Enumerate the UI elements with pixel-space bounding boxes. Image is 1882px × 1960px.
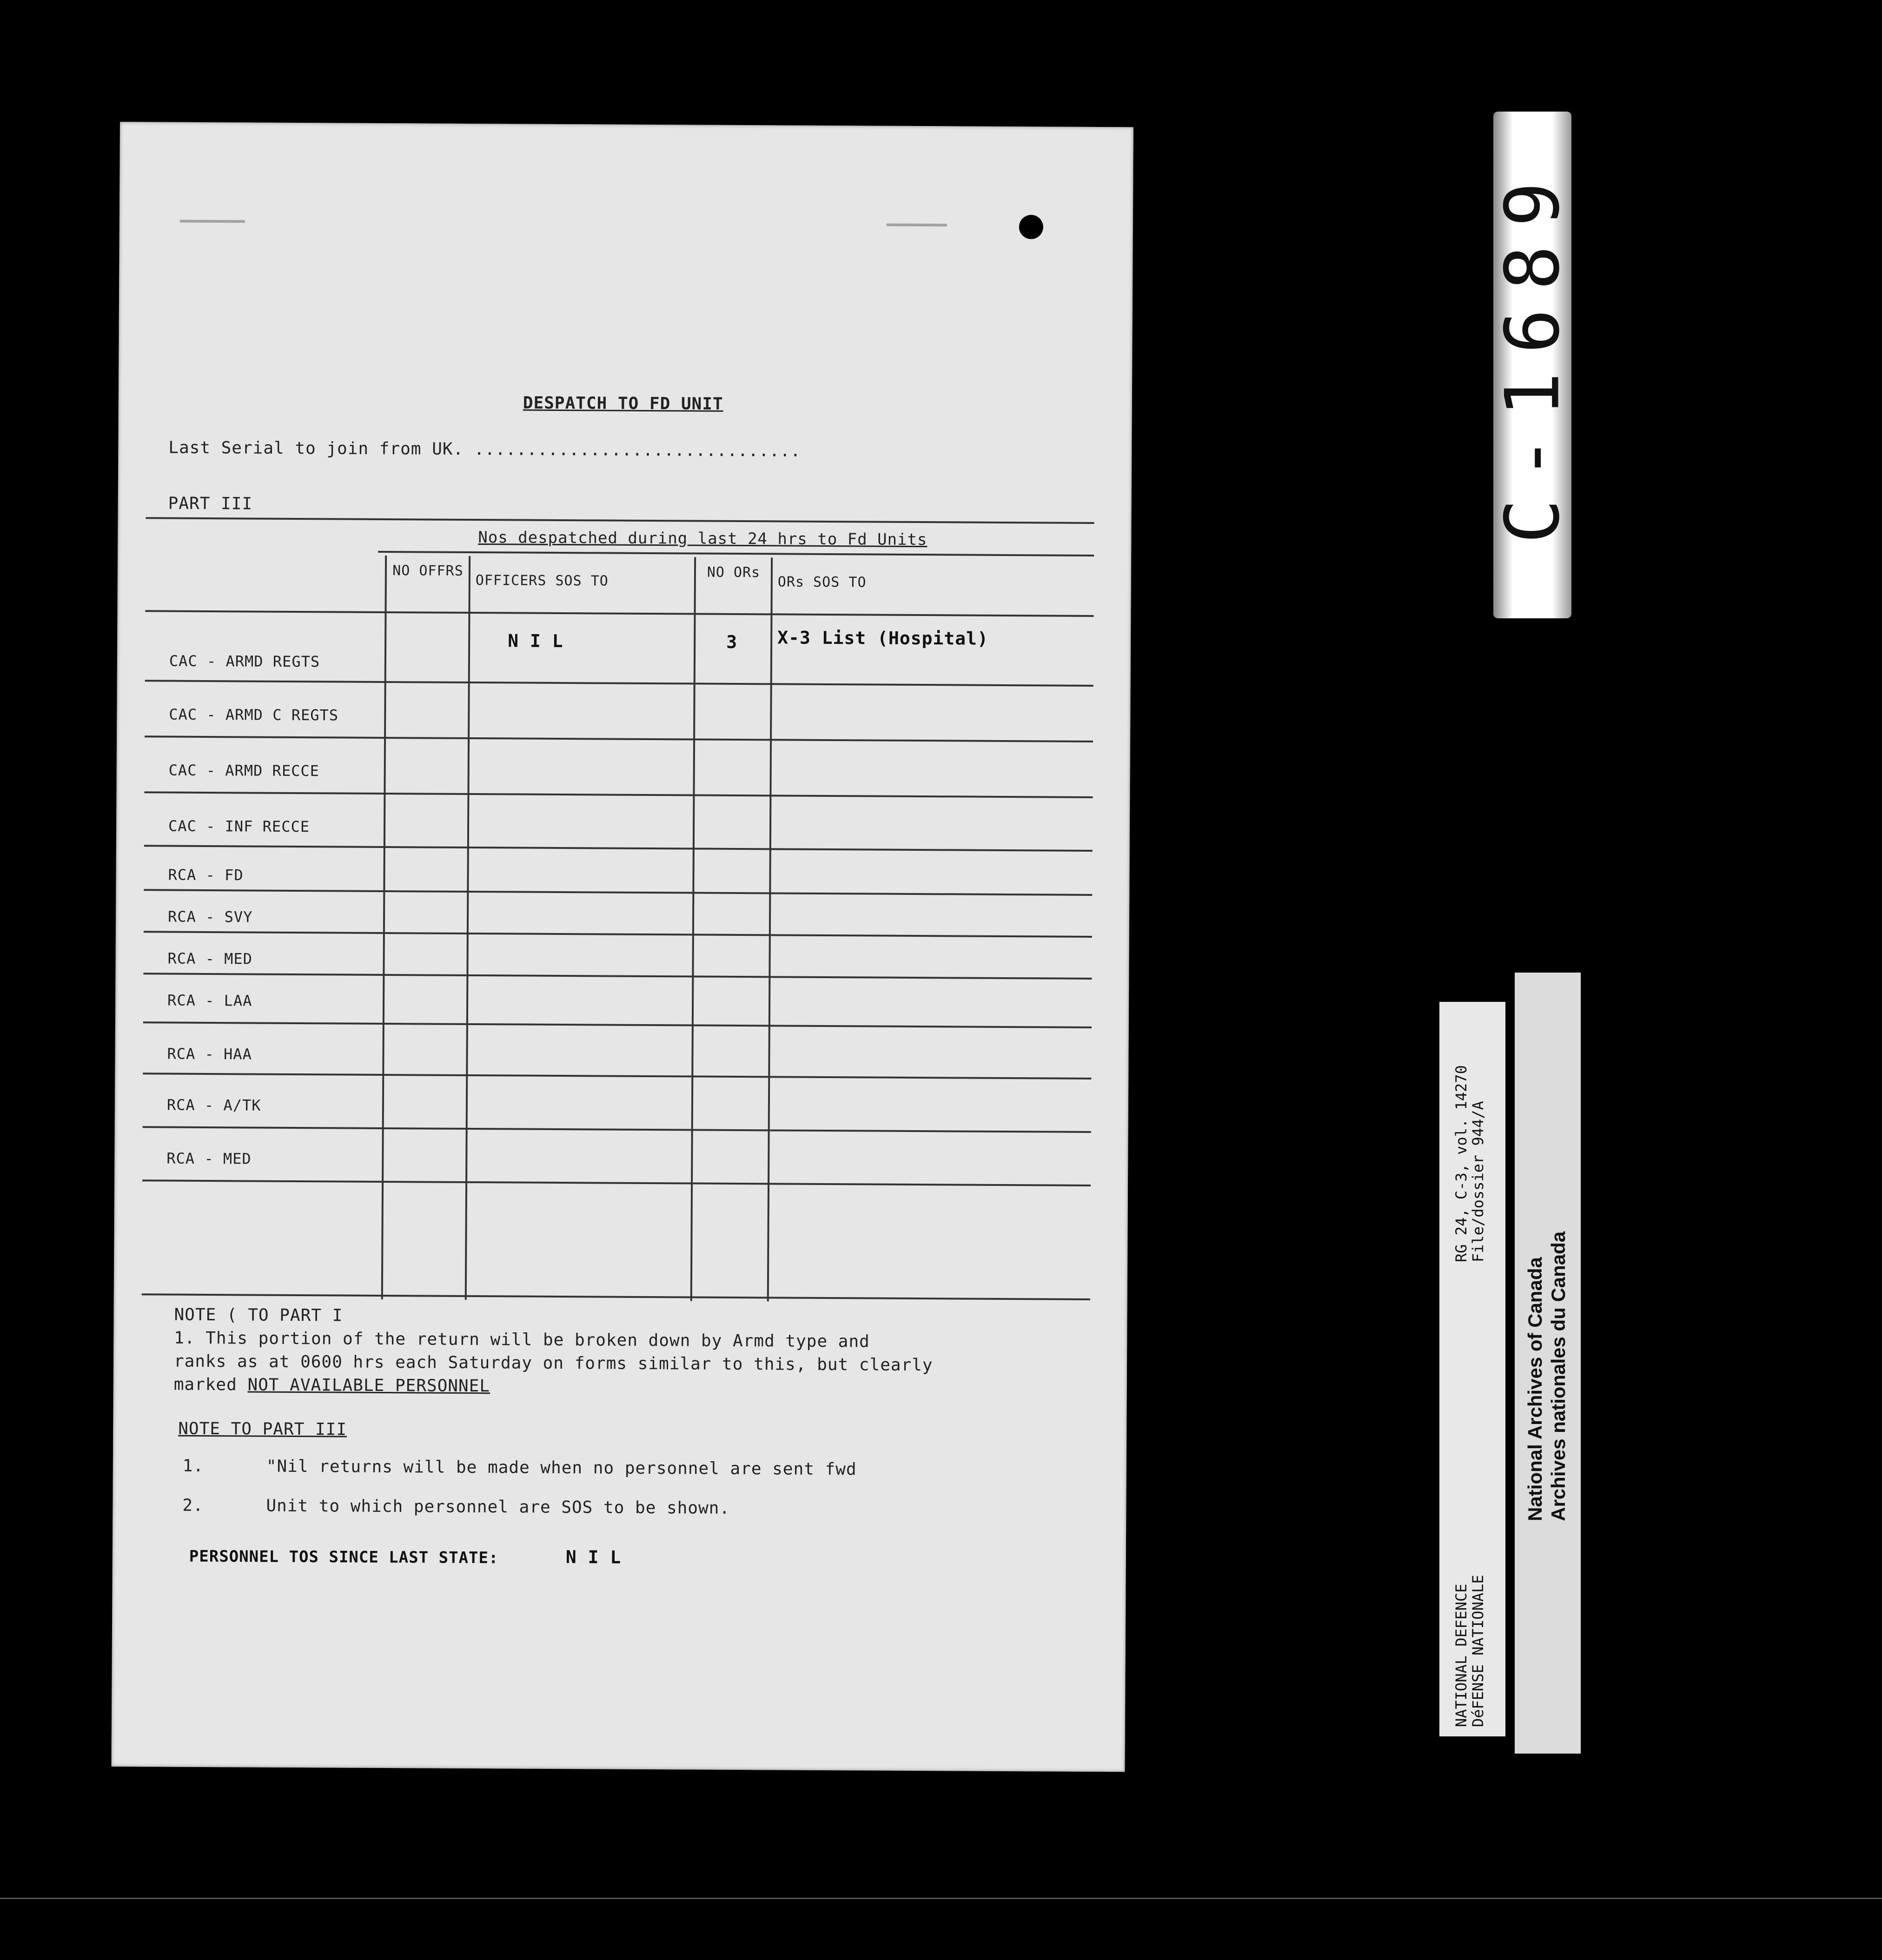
archives-en: National Archives of Canada — [1524, 1257, 1546, 1521]
row-rule — [142, 1293, 1090, 1300]
table-rule — [145, 610, 1093, 617]
note-part3-heading: NOTE TO PART III — [178, 1419, 347, 1439]
row-label: RCA - SVY — [167, 907, 253, 926]
table-rule — [146, 517, 1094, 524]
note-item-number: 1. — [182, 1456, 204, 1476]
dept-en: NATIONAL DEFENCE — [1452, 1583, 1470, 1727]
row-label: RCA - LAA — [167, 991, 252, 1010]
ref-file: File/dossier 944/A — [1469, 1101, 1487, 1262]
frame-edge-line — [0, 1898, 1882, 1899]
col-header-ors-sos: ORs SOS TO — [777, 574, 867, 591]
row-rule — [143, 1126, 1091, 1133]
row-rule — [142, 1179, 1091, 1186]
row-label: RCA - MED — [167, 949, 253, 968]
row-label: CAC - ARMD REGTS — [169, 652, 320, 671]
row-rule — [145, 735, 1093, 742]
note-part1-line: 1. This portion of the return will be broken down by Armd type and — [174, 1328, 870, 1351]
ors-value: X-3 List (Hospital) — [777, 627, 989, 649]
row-label: CAC - INF RECCE — [168, 817, 310, 836]
archive-reference-label — [1439, 1002, 1505, 1736]
row-label: RCA - MED — [166, 1149, 252, 1168]
note-item: Unit to which personnel are SOS to be shown. — [266, 1496, 730, 1518]
col-header-no-ors: NO ORs — [707, 564, 761, 581]
table-rule — [378, 551, 1094, 556]
row-rule — [143, 1021, 1092, 1028]
row-rule — [143, 973, 1092, 980]
col-header-officers-sos: OFFICERS SOS TO — [475, 572, 609, 589]
row-rule — [144, 845, 1093, 852]
row-label: RCA - HAA — [167, 1045, 252, 1063]
note-item: "Nil returns will be made when no personnel are sent fwd — [266, 1457, 857, 1479]
row-rule — [144, 889, 1092, 896]
smudge-mark — [887, 224, 947, 227]
note-part1-heading: NOTE ( TO PART I — [174, 1305, 343, 1325]
row-rule — [145, 680, 1093, 687]
note-part1-line — [174, 1375, 490, 1396]
archives-fr: Archives nationales du Canada — [1547, 1231, 1569, 1521]
row-rule — [144, 791, 1093, 798]
note-part1-line: ranks as at 0600 hrs each Saturday on forms similar to this, but clearly — [173, 1351, 933, 1375]
smudge-mark — [180, 220, 245, 223]
column-divider — [690, 557, 696, 1301]
row-label: CAC - ARMD RECCE — [168, 761, 320, 780]
archive-name-label — [1515, 973, 1581, 1754]
column-divider — [381, 556, 387, 1299]
frame-number: C-1689 — [1489, 163, 1576, 543]
document-title: DESPATCH TO FD UNIT — [523, 393, 723, 414]
dept-fr: DéFENSE NATIONALE — [1469, 1575, 1487, 1727]
punch-hole — [1019, 215, 1043, 239]
group-header: Nos despatched during last 24 hrs to Fd Units — [478, 528, 928, 550]
row-rule — [143, 1073, 1091, 1079]
row-label: RCA - FD — [168, 866, 244, 884]
ref-volume: RG 24, C-3, vol. 14270 — [1452, 1065, 1470, 1262]
row-rule — [144, 931, 1092, 938]
col-header-no-offrs: NO OFFRS — [392, 563, 464, 579]
personnel-tos-label: PERSONNEL TOS SINCE LAST STATE: — [189, 1547, 499, 1568]
document-page — [111, 122, 1133, 1772]
part-heading: PART III — [168, 494, 253, 514]
note-item-number: 2. — [182, 1496, 204, 1515]
column-divider — [465, 556, 470, 1300]
note-marked-text: NOT AVAILABLE PERSONNEL — [247, 1375, 490, 1396]
personnel-tos-value: N I L — [565, 1547, 622, 1568]
last-serial-line: Last Serial to join from UK. ............................... — [168, 438, 801, 461]
row-label: CAC - ARMD C REGTS — [169, 705, 339, 724]
column-divider — [767, 557, 773, 1301]
note-marked-prefix: marked — [173, 1375, 237, 1395]
ors-count: 3 — [726, 631, 738, 652]
officers-value: N I L — [508, 630, 563, 652]
row-label: RCA - A/TK — [166, 1096, 261, 1114]
